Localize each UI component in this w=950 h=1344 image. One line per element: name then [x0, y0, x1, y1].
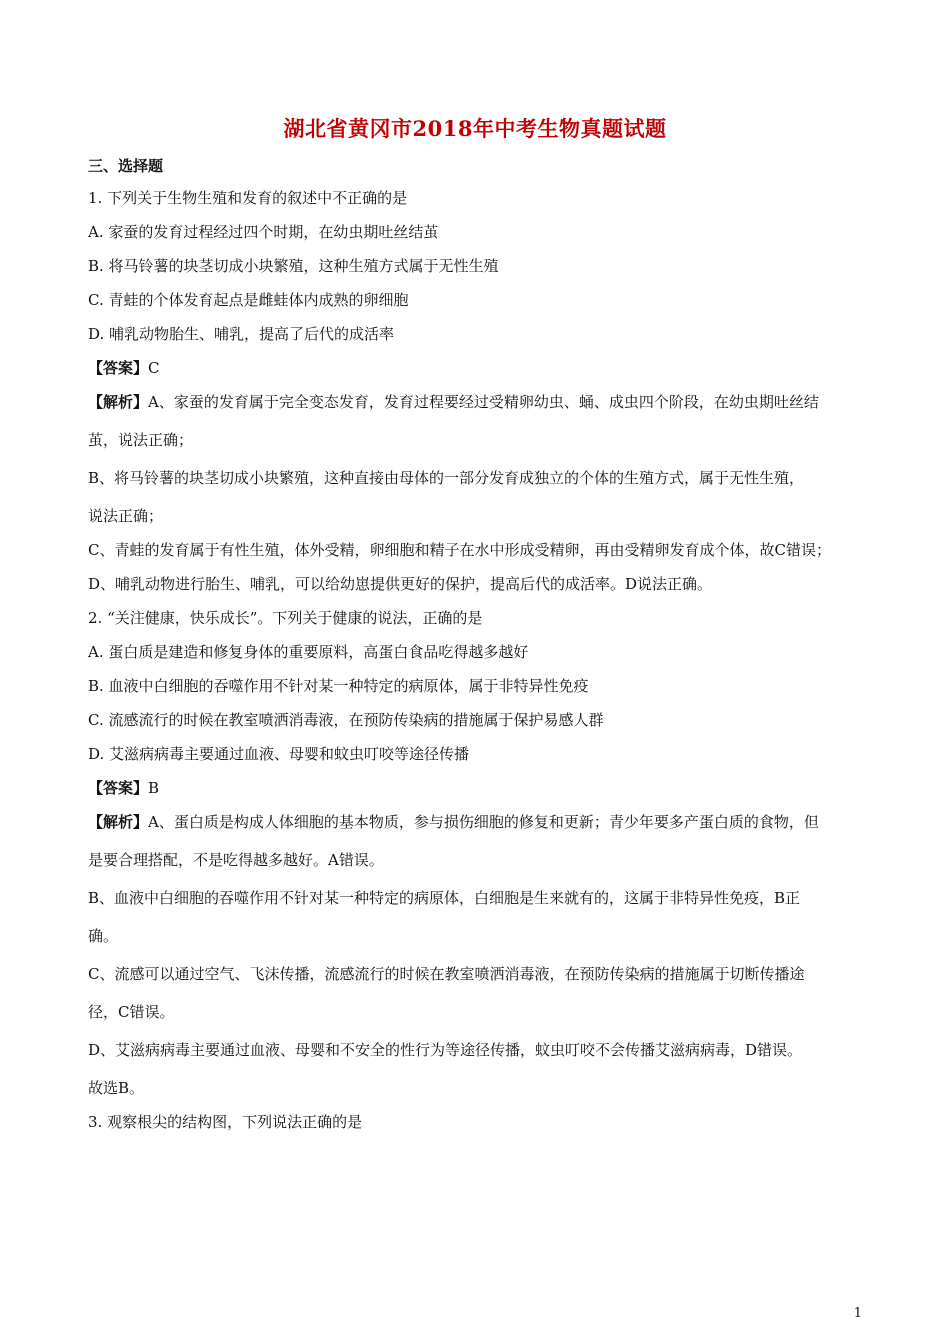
question-content [88, 186, 868, 1144]
question-1-option-c: C. 青蛙的个体发育起点是雌蛙体内成熟的卵细胞 [88, 291, 409, 309]
answer-label: 【答案】 [88, 779, 149, 797]
question-1-option-b: B. 将马铃薯的块茎切成小块繁殖，这种生殖方式属于无性生殖 [88, 257, 499, 275]
question-3-stem: 3. 观察根尖的结构图，下列说法正确的是 [88, 1113, 363, 1131]
question-2-answer [88, 776, 868, 810]
question-1-stem: 1. 下列关于生物生殖和发育的叙述中不正确的是 [88, 189, 408, 207]
answer-value: B [148, 779, 160, 797]
answer-label: 【答案】 [88, 359, 149, 377]
question-1-option-d: D. 哺乳动物胎生、哺乳，提高了后代的成活率 [88, 325, 395, 343]
question-2-analysis-c: C、流感可以通过空气、飞沫传播，流感流行的时候在教室喷洒消毒液，在预防传染病的措施属于切断传播途 [88, 965, 805, 983]
question-2-analysis-b: B、血液中白细胞的吞噬作用不针对某一种特定的病原体，白细胞是生来就有的，这属于非特异性免疫，B正 [88, 889, 801, 907]
analysis-label: 【解析】 [88, 393, 149, 411]
analysis-text: A、蛋白质是构成人体细胞的基本物质，参与损伤细胞的修复和更新；青少年要多产蛋白质的食物，但 [148, 813, 819, 831]
question-2-analysis-a-cont: 是要合理搭配，不是吃得越多越好。A错误。 [88, 851, 384, 869]
question-2-option-d: D. 艾滋病病毒主要通过血液、母婴和蚊虫叮咬等途径传播 [88, 745, 470, 763]
question-2-conclusion: 故选B。 [88, 1079, 145, 1097]
question-1-analysis-b: B、将马铃薯的块茎切成小块繁殖，这种直接由母体的一部分发育成独立的个体的生殖方式，属于无性生殖， [88, 469, 805, 487]
question-2-option-a: A. 蛋白质是建造和修复身体的重要原料，高蛋白食品吃得越多越好 [88, 643, 529, 661]
question-1-answer [88, 356, 868, 390]
question-1-option-a: A. 家蚕的发育过程经过四个时期，在幼虫期吐丝结茧 [88, 223, 439, 241]
analysis-text: A、家蚕的发育属于完全变态发育，发育过程要经过受精卵幼虫、蛹、成虫四个阶段，在幼虫期吐丝结 [148, 393, 819, 411]
answer-value: C [148, 359, 160, 377]
analysis-label: 【解析】 [88, 813, 149, 831]
question-2-analysis-a [88, 810, 868, 848]
question-2-analysis-b-cont: 确。 [88, 927, 119, 945]
question-1-analysis-a [88, 390, 868, 428]
section-heading: 三、选择题 [88, 157, 164, 175]
question-2-option-c: C. 流感流行的时候在教室喷洒消毒液，在预防传染病的措施属于保护易感人群 [88, 711, 604, 729]
page-number: 1 [853, 1306, 862, 1321]
question-2-analysis-c-cont: 径，C错误。 [88, 1003, 175, 1021]
question-2-option-b: B. 血液中白细胞的吞噬作用不针对某一种特定的病原体，属于非特异性免疫 [88, 677, 589, 695]
question-1-analysis-a-cont: 茧，说法正确； [88, 431, 194, 449]
question-1-analysis-d: D、哺乳动物进行胎生、哺乳，可以给幼崽提供更好的保护，提高后代的成活率。D说法正确。 [88, 575, 713, 593]
question-1-analysis-c: C、青蛙的发育属于有性生殖，体外受精，卵细胞和精子在水中形成受精卵，再由受精卵发育成个体，故C错误； [88, 541, 831, 559]
question-2-analysis-d: D、艾滋病病毒主要通过血液、母婴和不安全的性行为等途径传播，蚊虫叮咬不会传播艾滋病病毒，D错误。 [88, 1041, 803, 1059]
question-2-stem: 2. “关注健康，快乐成长”。下列关于健康的说法，正确的是 [88, 609, 483, 627]
question-1-analysis-b-cont: 说法正确； [88, 507, 164, 525]
page-title: 湖北省黄冈市2018年中考生物真题试题 [283, 116, 667, 141]
